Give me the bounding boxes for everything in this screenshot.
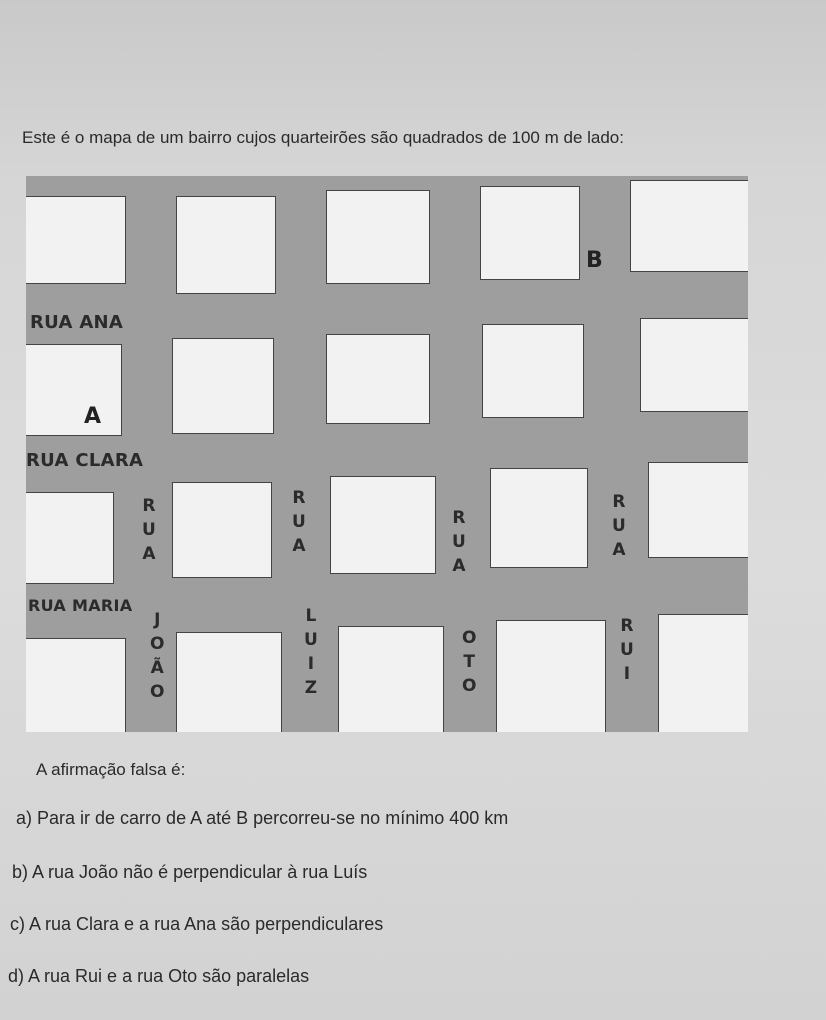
street-label-rua-maria: RUA MARIA xyxy=(28,596,133,615)
vertical-letter: O xyxy=(150,634,165,654)
point-label-b: B xyxy=(586,248,603,273)
vertical-letter: Z xyxy=(304,678,318,698)
point-label-a: A xyxy=(84,404,102,429)
vertical-letter: A xyxy=(612,540,626,560)
map-block xyxy=(326,190,430,284)
vertical-street-luiz xyxy=(304,604,318,700)
intro-text: Este é o mapa de um bairro cujos quarteirões são quadrados de 100 m de lado: xyxy=(22,128,624,147)
map-block xyxy=(338,626,444,732)
vertical-street-rua-2 xyxy=(292,486,306,558)
vertical-letter: I xyxy=(307,654,315,674)
map-block xyxy=(496,620,606,732)
map-block xyxy=(330,476,436,574)
option-d: d) A rua Rui e a rua Oto são paralelas xyxy=(8,966,310,986)
map-block xyxy=(26,492,114,584)
question-text: A afirmação falsa é: xyxy=(36,760,186,779)
map-block xyxy=(326,334,430,424)
map-block xyxy=(26,196,126,284)
option-a: a) Para ir de carro de A até B percorreu-se no mínimo 400 km xyxy=(16,808,509,828)
vertical-letter: A xyxy=(452,556,466,576)
vertical-letter: T xyxy=(463,652,476,672)
map-block xyxy=(176,196,276,294)
vertical-letter: U xyxy=(612,516,626,536)
vertical-letter: U xyxy=(620,640,634,660)
map-block xyxy=(490,468,588,568)
street-label-rua-ana: RUA ANA xyxy=(30,312,124,333)
vertical-letter: U xyxy=(452,532,466,552)
map-block xyxy=(480,186,580,280)
vertical-letter: R xyxy=(620,616,634,636)
vertical-letter: R xyxy=(452,508,466,528)
map-block xyxy=(26,638,126,732)
vertical-street-rua-4 xyxy=(612,490,626,562)
map-block xyxy=(658,614,748,732)
map-block xyxy=(640,318,748,412)
vertical-letter: U xyxy=(304,630,318,650)
vertical-letter: O xyxy=(462,676,477,696)
vertical-letter: J xyxy=(154,610,161,630)
vertical-letter: Ã xyxy=(150,658,164,678)
vertical-letter: R xyxy=(142,496,156,516)
vertical-letter: U xyxy=(142,520,156,540)
map-block xyxy=(630,180,748,272)
map-block xyxy=(172,482,272,578)
map-block xyxy=(26,344,122,436)
map-block xyxy=(172,338,274,434)
vertical-street-rui xyxy=(620,614,634,686)
neighborhood-map xyxy=(26,176,748,732)
map-block xyxy=(482,324,584,418)
vertical-letter: A xyxy=(142,544,156,564)
vertical-letter: A xyxy=(292,536,306,556)
vertical-street-oto xyxy=(462,626,476,698)
vertical-letter: L xyxy=(305,606,317,626)
vertical-street-rua-3 xyxy=(452,506,466,578)
vertical-letter: U xyxy=(292,512,306,532)
option-c: c) A rua Clara e a rua Ana são perpendiculares xyxy=(10,914,384,934)
vertical-street-joao xyxy=(150,608,164,704)
map-block xyxy=(176,632,282,732)
vertical-letter: O xyxy=(462,628,477,648)
vertical-letter: R xyxy=(612,492,626,512)
map-block xyxy=(648,462,748,558)
vertical-letter: R xyxy=(292,488,306,508)
vertical-street-rua-1 xyxy=(142,494,156,566)
vertical-letter: O xyxy=(150,682,165,702)
street-label-rua-clara: RUA CLARA xyxy=(26,450,144,471)
option-b: b) A rua João não é perpendicular à rua Luís xyxy=(12,862,368,882)
vertical-letter: I xyxy=(623,664,631,684)
